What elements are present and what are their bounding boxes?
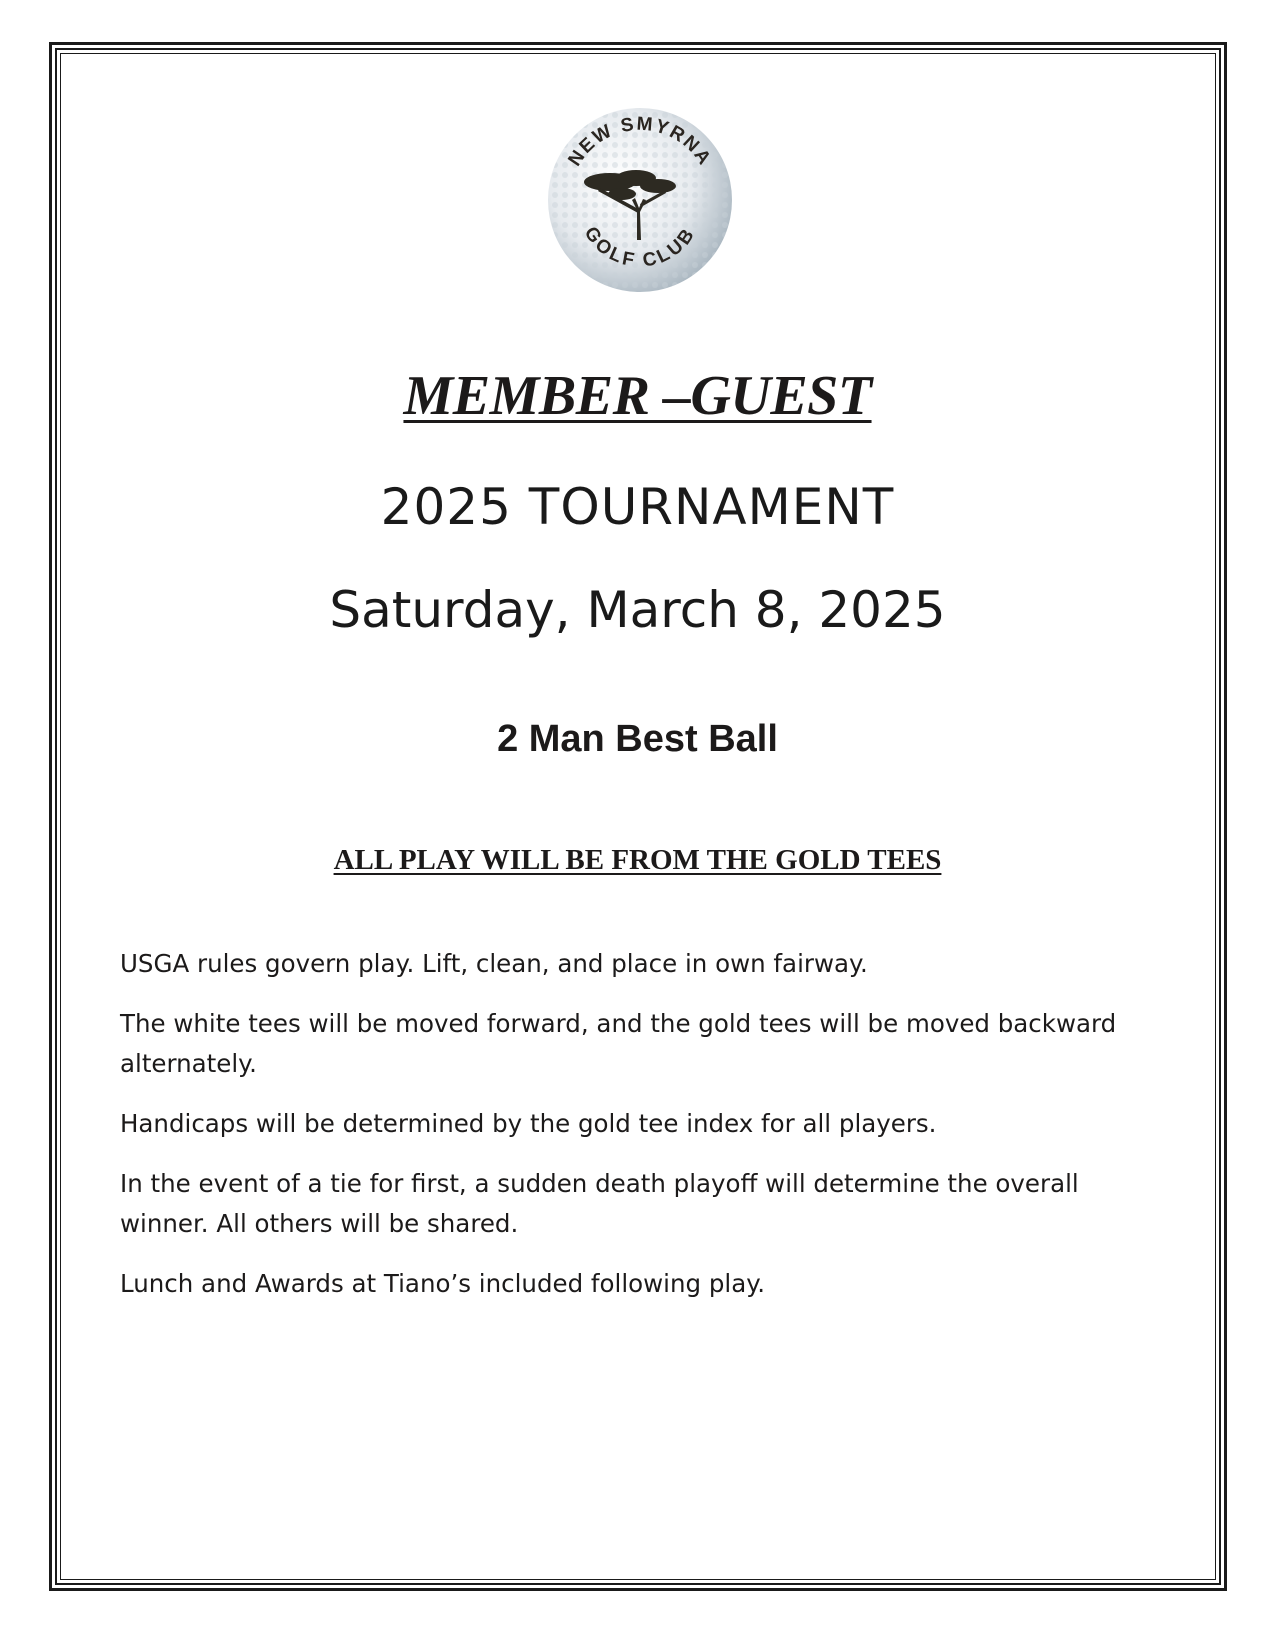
- rules-list: [120, 944, 1120, 1324]
- rule-item: The white tees will be moved forward, and the gold tees will be moved backward alternately.: [120, 1009, 1117, 1078]
- page-title: MEMBER –GUEST: [403, 365, 872, 427]
- golf-club-logo-icon: [540, 100, 740, 300]
- rule-item: Lunch and Awards at Tiano’s included following play.: [120, 1269, 766, 1298]
- tees-notice: ALL PLAY WILL BE FROM THE GOLD TEES: [333, 844, 942, 876]
- rule-item: In the event of a tie for first, a sudden death playoff will determine the overall winner. All others will be shared.: [120, 1169, 1079, 1238]
- tournament-subtitle: 2025 TOURNAMENT: [380, 478, 895, 536]
- tournament-format: 2 Man Best Ball: [497, 718, 778, 760]
- tournament-date: Saturday, March 8, 2025: [329, 581, 946, 639]
- rule-item: Handicaps will be determined by the gold tee index for all players.: [120, 1109, 937, 1138]
- rule-item: USGA rules govern play. Lift, clean, and place in own fairway.: [120, 949, 868, 978]
- logo-text-top: NEW SMYRNA: [564, 113, 716, 171]
- logo-text-bottom: GOLF CLUB: [579, 223, 701, 272]
